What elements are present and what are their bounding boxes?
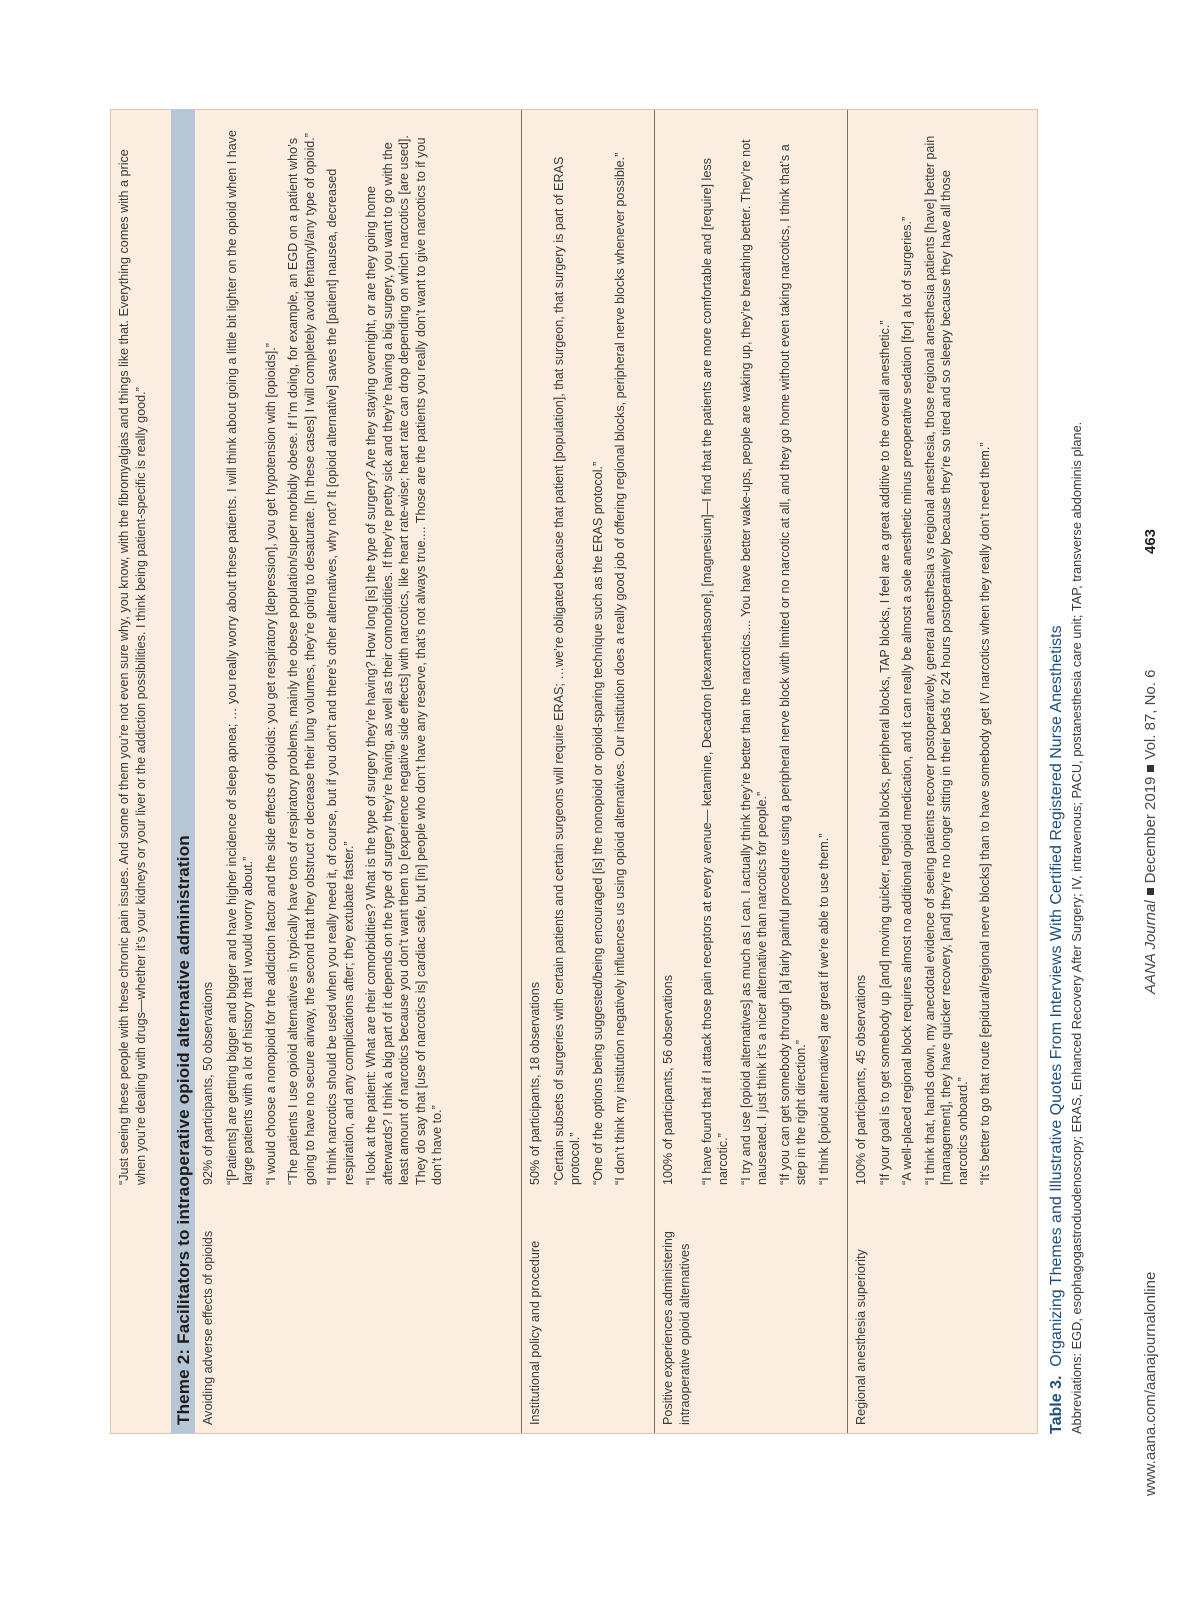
quote: “I have found that if I attack those pain receptors at every avenue— ketamine, Decadron [dexamethasone], [magnesium]—I find that the patients are more comfortable and [require] less narcotic.” [699, 158, 730, 1185]
quote: “[Patients] are getting bigger and bigger and have higher incidence of sleep apnea; … you really worry about these patients. I will think about going a little bit lighter on the opioid when I have large patients with a lot of history that I would worry about.” [224, 129, 255, 1185]
volume-number: Vol. 87, No. 6 [1142, 669, 1159, 760]
quote: “If your goal is to get somebody up [and] moving quicker, regional blocks, peripheral blocks, TAP blocks, I feel are a great additive to the overall anesthetic.” [877, 320, 892, 1185]
continued-row [111, 110, 169, 1433]
subtheme-stat: 92% of participants, 50 observations [201, 981, 215, 1185]
subtheme-row [848, 110, 1038, 1433]
journal-name: AANA Journal [1142, 900, 1159, 994]
quote: “I think narcotics should be used when you really need it, of course, but if you don’t and there’s other alternatives, why not? It [opioid alternative] saves the [patient] nausea, decreased respiration, and any complications after; they extubate faster.” [325, 168, 356, 1185]
subtheme-label: Institutional policy and procedure [528, 1240, 542, 1425]
subtheme-stat: 100% of participants, 45 observations [854, 974, 868, 1185]
subtheme-label: Avoiding adverse effects of opioids [201, 1230, 215, 1425]
square-bullet-icon [1147, 765, 1154, 772]
subtheme-stat: 50% of participants, 18 observations [528, 981, 542, 1185]
quote: “It’s better to go that route [epidural/regional nerve blocks] than to have somebody get IV narcotics when they really don’t need them.” [978, 442, 992, 1185]
quote: “I would choose a nonopioid for the addiction factor and the side effects of opioids: you get respiratory [depression], you get hypotension with [opioids].” [263, 343, 278, 1185]
quote: “I look at the patient: What are their comorbidities? What is the type of surgery they’re having? How long [is] the type of surgery? Are they staying overnight, or are they going home afterwards? I think a big part of it depends on the type of surgery they’re having, as well as their comorbidities. If they’re pretty sick and they’re having a big surgery, you want to go with the least amount of narcotics because you don’t want them to [experience negative side effects] with narcotics, like heart rate-wise; heart rate can drop depending on which narcotics [are used]. They do say that [use of narcotics is] cardiac safe, but [in] people who don’t have any reserve, that’s not always true.... Those are the patients you really don’t want to give narcotics to if you don’t have to.” [364, 135, 444, 1185]
theme-header [171, 110, 195, 1433]
subtheme-row [522, 110, 655, 1433]
subtheme-label: Regional anesthesia superiority [854, 1249, 868, 1425]
quote: “I try and use [opioid alternatives] as much as I can. I actually think they’re better than the narcotics.... You have better wake-ups, people are waking up, they’re breathing better. They’re not nauseated. I just think it’s a nicer alternative than narcotics for people.” [738, 139, 769, 1185]
quote: “If you can get somebody through [a] fairly painful procedure using a peripheral nerve block with limited or no narcotic at all, and they go home without even taking narcotics, I think that’s a step in the right direction.” [777, 144, 808, 1185]
quote: “I think that, hands down, my anecdotal evidence of seeing patients recover postoperatively, general anesthesia vs regional anesthesia, those regional anesthesia patients [have] better pain [management], they have quicker recovery, [and] they’re no longer sitting in their beds for 24 hours postoperatively because they’re so tired and so sleepy because they have all those narcotics onboard.” [922, 135, 970, 1185]
quote: “A well-placed regional block requires almost no additional opioid medication, and it can really be almost a sole anesthetic minus preoperative sedation [for] a lot of surgeries.” [900, 216, 914, 1185]
caption-title-line [1048, 74, 1066, 1434]
caption-abbreviations: Abbreviations: EGD, esophagogastroduodenoscopy; ERAS, Enhanced Recovery After Surgery; IV, intravenous; PACU, postanesthesia care unit; TAP, transverse abdominis plane. [1069, 421, 1084, 1434]
subtheme-row [655, 110, 848, 1433]
quote: “I don’t think my institution negatively influences us using opioid alternatives. Our institution does a really good job of offering regional blocks, peripheral nerve blocks whenever possible.” [613, 152, 627, 1185]
quote: “The patients I use opioid alternatives in typically have tons of respiratory problems, mainly the obese population/super morbidly obese. If I’m doing, for example, an EGD on a patient who’s going to have no secure airway, the second that they obstruct or decrease their lung volumes, they’re going to desaturate. [In these cases] I will completely avoid fentanyl/any type of opioid.” [286, 133, 317, 1185]
issue-date: December 2019 [1142, 776, 1159, 884]
square-bullet-icon [1147, 888, 1154, 895]
page-number: 463 [1142, 528, 1159, 554]
theme-title: Theme 2: Facilitators to intraoperative opioid alternative administration [174, 835, 193, 1425]
themes-table [110, 109, 1038, 1434]
quote: “I think [opioid alternatives] are great if we’re able to use them.” [816, 833, 831, 1185]
subtheme-label: Positive experiences administering intraoperative opioid alternatives [661, 1231, 692, 1425]
caption-title: Organizing Themes and Illustrative Quotes From Interviews With Certified Registered Nurse Anesthetists [1048, 625, 1065, 1367]
continued-quote: “Just seeing these people with these chronic pain issues. And some of them you’re not even sure why, you know, with the fibromyalgias and things like that. Everything comes with a price when you’re dealing with drugs—whether it’s your kidneys or your liver or the addiction possibilities. I think being patient-specific is really good.” [117, 149, 148, 1185]
subtheme-row [195, 110, 522, 1433]
quote: “Certain subsets of surgeries with certain patients and certain surgeons will require ERAS; …we’re obligated because that patient [population], that surgeon, that surgery is part of ERAS protocol.” [551, 156, 582, 1185]
subtheme-stat: 100% of participants, 56 observations [661, 974, 675, 1185]
quote: “One of the options being suggested/being encouraged [is] the nonopioid or opioid-sparing technique such as the ERAS protocol.” [590, 461, 605, 1185]
footer-journal [1142, 670, 1159, 994]
table-label: Table 3. [1048, 1375, 1065, 1434]
table-caption [1048, 74, 1084, 1434]
footer-url[interactable]: www.aana.com/aanajournalonline [1142, 1271, 1159, 1496]
